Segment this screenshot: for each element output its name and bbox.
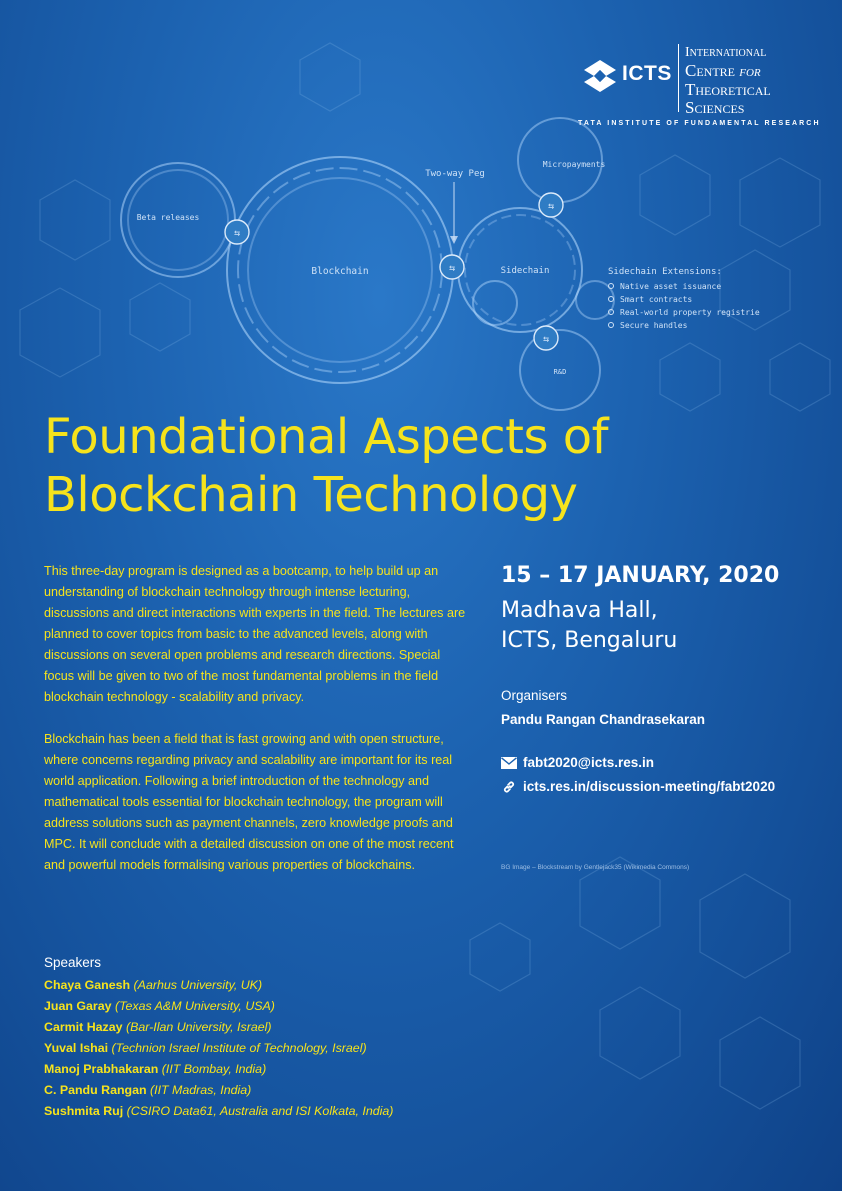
website-text[interactable]: icts.res.in/discussion-meeting/fabt2020	[523, 779, 776, 794]
speaker-affiliation: (Aarhus University, UK)	[133, 978, 263, 992]
speaker-affiliation: (CSIRO Data61, Australia and ISI Kolkata, India)	[126, 1104, 394, 1118]
program-description	[44, 561, 466, 876]
speaker-name: Yuval Ishai	[44, 1041, 109, 1055]
envelope-icon	[501, 756, 517, 770]
speaker-item	[44, 1080, 393, 1101]
link-icon	[501, 780, 517, 794]
speaker-item	[44, 975, 393, 996]
logo-name-line1: International	[685, 45, 767, 60]
speakers-heading: Speakers	[44, 955, 102, 970]
speaker-affiliation: (Technion Israel Institute of Technology, Israel)	[111, 1041, 367, 1055]
speaker-name: Carmit Hazay	[44, 1020, 123, 1034]
image-credit: BG Image – Blockstream by Gentlejack35 (Wikimedia Commons)	[501, 864, 690, 871]
speaker-affiliation: (IIT Madras, India)	[150, 1083, 252, 1097]
diagram-extension-item: Native asset issuance	[620, 282, 722, 291]
title-line2: Blockchain Technology	[44, 467, 578, 523]
contact-website[interactable]	[501, 779, 775, 794]
event-date: 15 – 17 JANUARY, 2020	[501, 563, 780, 588]
logo-divider	[678, 44, 679, 112]
diagram-extension-item: Smart contracts	[620, 295, 693, 304]
event-title	[44, 408, 608, 524]
speaker-name: Manoj Prabhakaran	[44, 1062, 159, 1076]
speaker-affiliation: (Bar-Ilan University, Israel)	[125, 1020, 272, 1034]
logo-name-line4: Sciences	[685, 98, 745, 117]
icts-logo-icon	[580, 56, 620, 96]
diagram-extensions-title: Sidechain Extensions:	[608, 267, 722, 277]
logo-name-line2	[685, 62, 771, 81]
diagram-label-rnd: R&D	[553, 368, 567, 376]
description-paragraph-1: This three-day program is designed as a bootcamp, to help build up an understanding of blockchain technology through intense lecturing, discussions and direct interactions with experts in the field. The lectures are planned to cover topics from basic to the advanced levels, along with discussions on several open problems and research directions. Special focus will be given to two of the most fundamental problems in the field blockchain technology - scalability and privacy.	[44, 564, 466, 704]
diagram-label-blockchain: Blockchain	[311, 266, 369, 277]
venue-line2: ICTS, Bengaluru	[501, 628, 678, 653]
diagram-extension-item: Real-world property registrie	[620, 308, 760, 317]
svg-text:⇆: ⇆	[448, 263, 456, 274]
logo-name-centre: Centre	[685, 61, 735, 80]
svg-text:⇆: ⇆	[233, 228, 241, 239]
logo-name-for: for	[739, 64, 761, 80]
speaker-item	[44, 996, 393, 1017]
speaker-item	[44, 1101, 393, 1122]
diagram-extension-item: Secure handles	[620, 321, 688, 330]
speaker-name: Juan Garay	[44, 999, 112, 1013]
logo-institute-name	[685, 44, 771, 117]
event-venue	[501, 596, 677, 656]
svg-text:⇆: ⇆	[547, 201, 555, 212]
speaker-item	[44, 1059, 393, 1080]
description-paragraph-2: Blockchain has been a field that is fast growing and with open structure, where concerns regarding privacy and scalability are important for its real world application. Following a brief introduction of the technology and mathematical tools essential for blockchain technology, the program will address solutions such as payment channels, zero knowledge proofs and MPC. It will conclude with a detailed discussion on one of the most recent and powerful models formalising various properties of blockchains.	[44, 732, 454, 872]
venue-line1: Madhava Hall,	[501, 598, 658, 623]
contact-email[interactable]	[501, 755, 654, 770]
diagram-label-micropayments: Micropayments	[542, 160, 606, 169]
diagram-label-sidechain: Sidechain	[500, 266, 550, 276]
logo-abbr: ICTS	[622, 62, 672, 85]
diagram-label-peg: Two-way Peg	[425, 169, 485, 179]
speaker-name: Sushmita Ruj	[44, 1104, 124, 1118]
organisers-heading: Organisers	[501, 688, 568, 703]
title-line1: Foundational Aspects of	[44, 409, 609, 465]
logo-name-line3: Theoretical	[685, 80, 771, 99]
speaker-name: C. Pandu Rangan	[44, 1083, 147, 1097]
organiser-name: Pandu Rangan Chandrasekaran	[501, 712, 706, 727]
speaker-name: Chaya Ganesh	[44, 978, 131, 992]
svg-text:⇆: ⇆	[542, 334, 550, 345]
speaker-affiliation: (IIT Bombay, India)	[161, 1062, 267, 1076]
diagram-label-beta: Beta releases	[136, 213, 200, 222]
speaker-item	[44, 1038, 393, 1059]
speaker-affiliation: (Texas A&M University, USA)	[114, 999, 275, 1013]
logo-parent-institute: TATA INSTITUTE OF FUNDAMENTAL RESEARCH	[578, 120, 821, 127]
speakers-list	[44, 975, 393, 1122]
icts-logo	[578, 44, 821, 132]
email-text[interactable]: fabt2020@icts.res.in	[523, 755, 654, 770]
speaker-item	[44, 1017, 393, 1038]
